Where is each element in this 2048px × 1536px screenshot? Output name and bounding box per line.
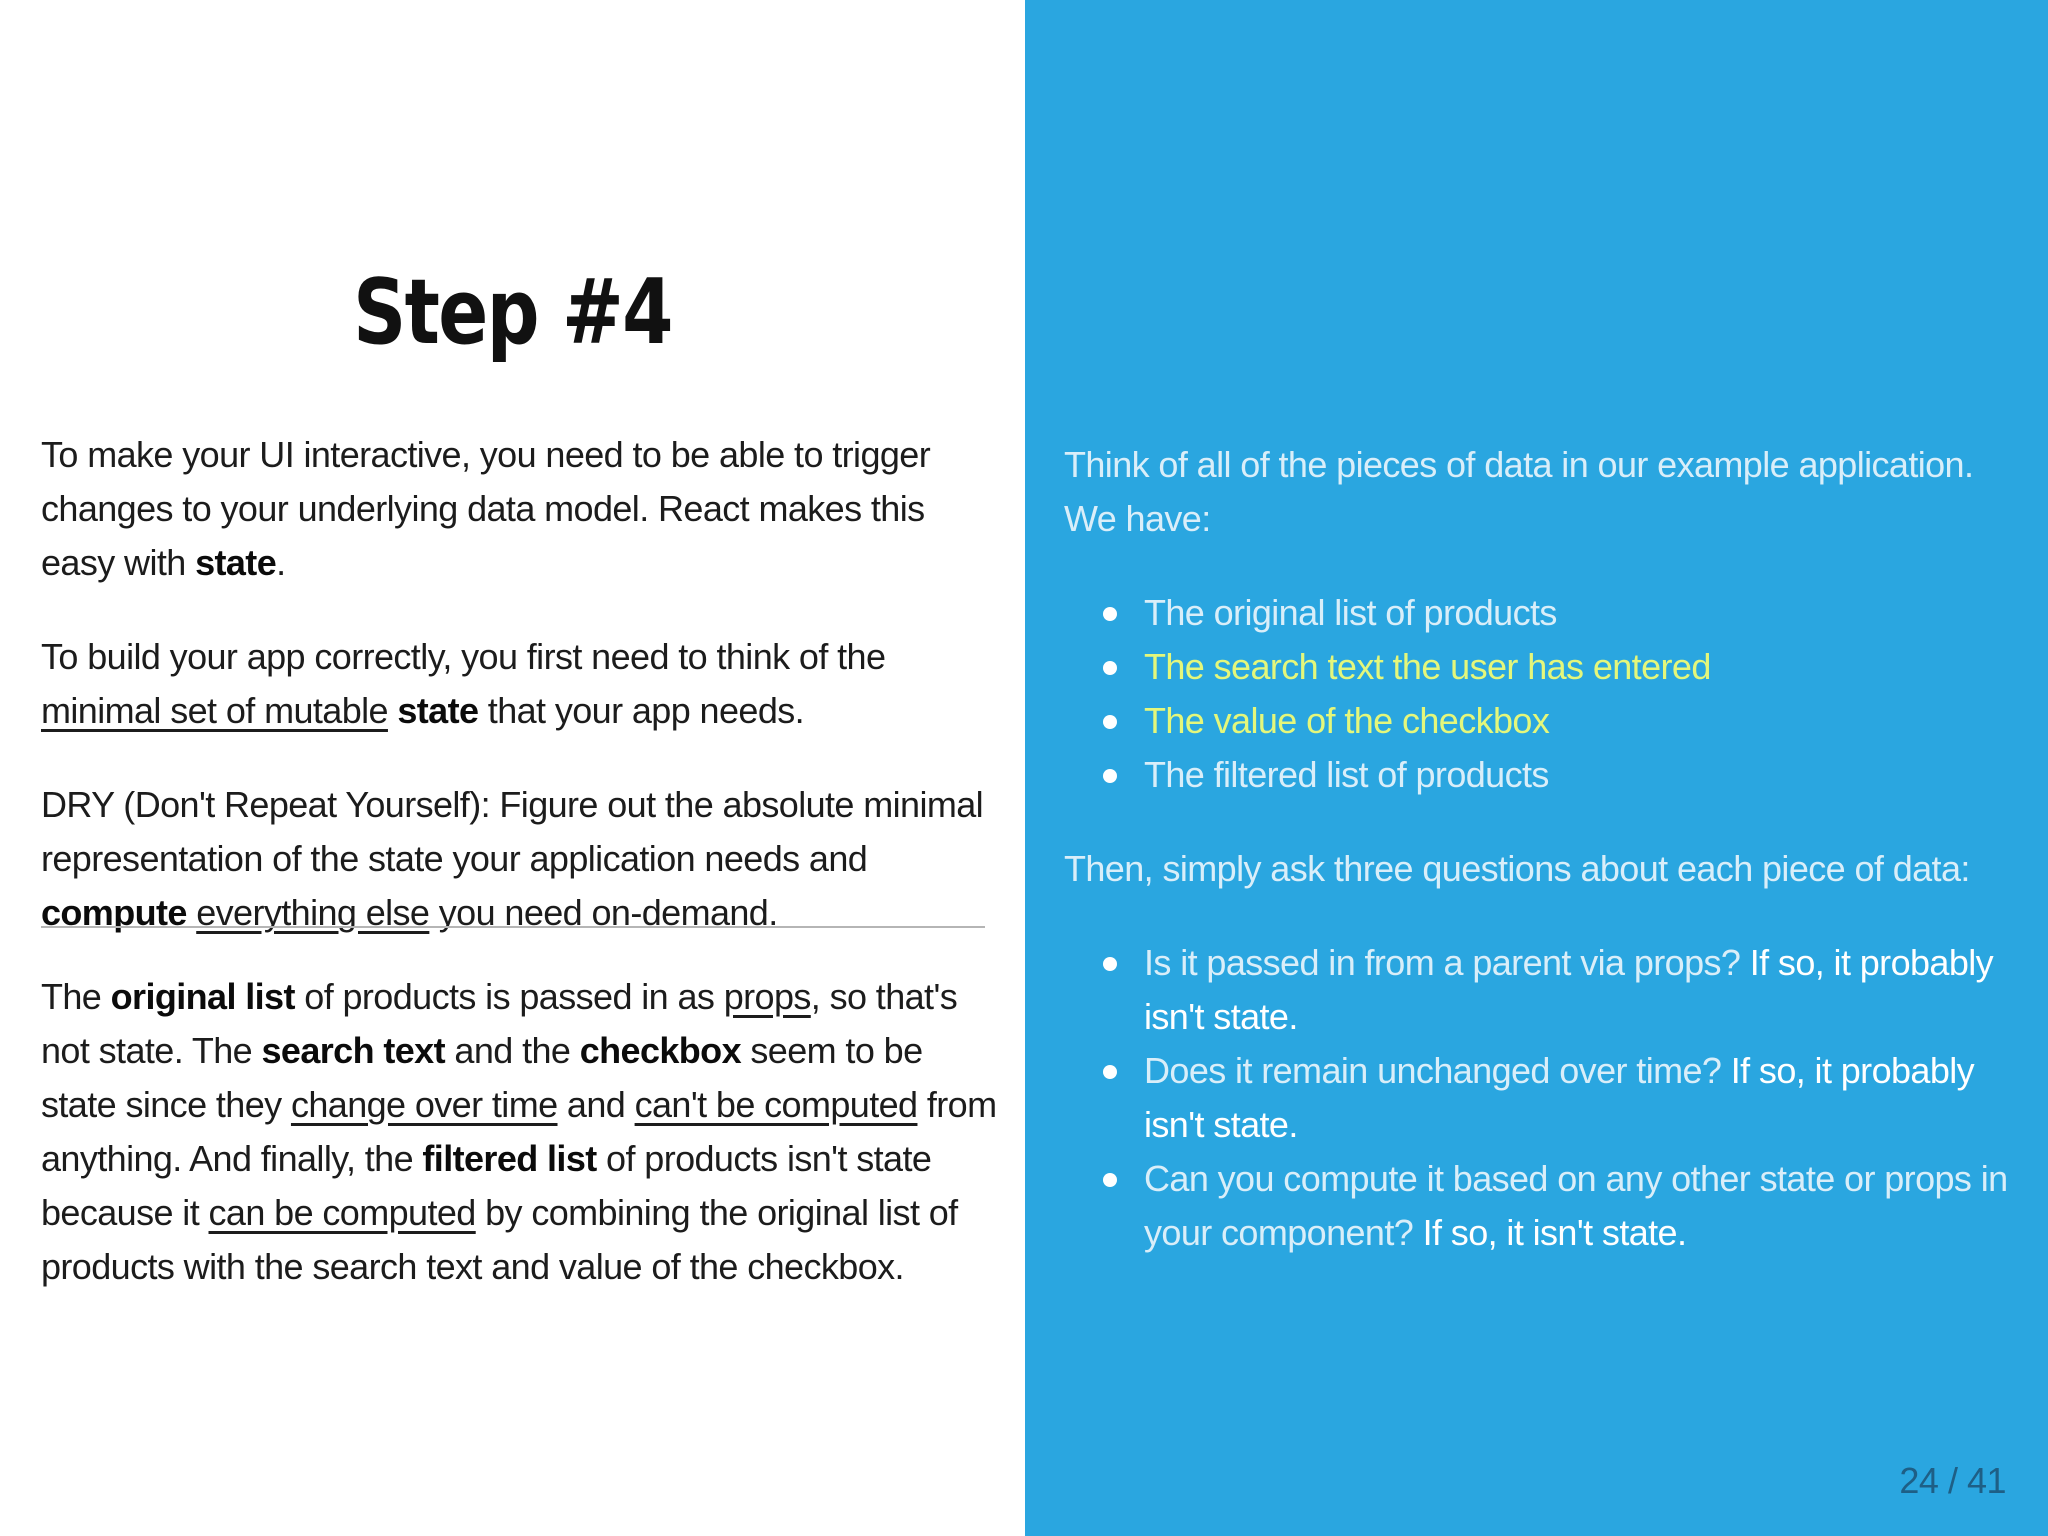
right-body [1064, 438, 2024, 1260]
divider [41, 926, 985, 928]
slide-counter: 24 / 41 [1899, 1460, 2006, 1501]
list-item: The original list of products [1064, 586, 2024, 640]
list-item: Can you compute it based on any other state or props in your component? If so, it isn't state. [1064, 1152, 2024, 1260]
bullet-icon [1103, 957, 1117, 971]
paragraph-analysis: The original list of products is passed in as props, so that's not state. The search text and the checkbox seem to be state since they change over time and can't be computed from anything. And finally, the filtered list of products isn't state because it can be computed by combining the original list of products with the search text and value of the checkbox. [41, 976, 997, 1287]
list-item: The value of the checkbox [1064, 694, 2024, 748]
list-item: The filtered list of products [1064, 748, 2024, 802]
right-panel [1025, 0, 2048, 1536]
questions-intro: Then, simply ask three questions about each piece of data: [1064, 848, 1970, 889]
left-body [41, 428, 1001, 940]
left-body-analysis [41, 970, 1001, 1294]
bullet-icon [1103, 1173, 1117, 1187]
paragraph-state-intro: To make your UI interactive, you need to be able to trigger changes to your underlying data model. React makes this easy with state. [41, 434, 931, 583]
paragraph-minimal-state: To build your app correctly, you first need to think of the minimal set of mutable state that your app needs. [41, 636, 886, 731]
bullet-icon [1103, 1065, 1117, 1079]
questions-list [1064, 936, 2024, 1260]
paragraph-dry: DRY (Don't Repeat Yourself): Figure out the absolute minimal representation of the state your application needs and compute everything else you need on-demand. [41, 784, 984, 933]
list-item: The search text the user has entered [1064, 640, 2024, 694]
data-pieces-list [1064, 586, 2024, 802]
slide-title: Step #4 [353, 260, 672, 365]
bullet-icon [1103, 769, 1117, 783]
list-item: Is it passed in from a parent via props? If so, it probably isn't state. [1064, 936, 2024, 1044]
bullet-icon [1103, 661, 1117, 675]
bullet-icon [1103, 607, 1117, 621]
bullet-icon [1103, 715, 1117, 729]
data-pieces-intro: Think of all of the pieces of data in our example application. We have: [1064, 444, 1974, 539]
list-item: Does it remain unchanged over time? If so, it probably isn't state. [1064, 1044, 2024, 1152]
